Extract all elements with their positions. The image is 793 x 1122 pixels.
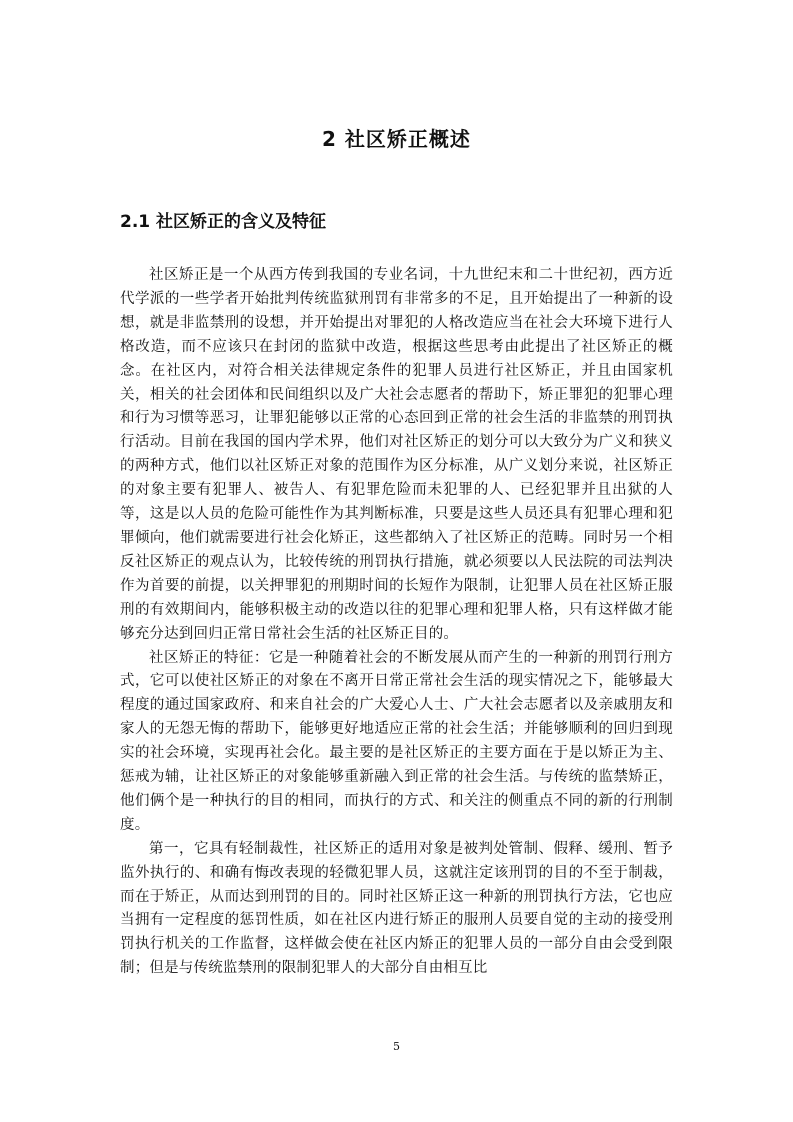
body-text: [120, 264, 673, 981]
section-title: 2.1 社区矫正的含义及特征: [120, 212, 327, 232]
chapter-title: 2 社区矫正概述: [322, 127, 471, 151]
paragraph: 社区矫正是一个从西方传到我国的专业名词，十九世纪末和二十世纪初，西方近代学派的一些学者开始批判传统监狱刑罚有非常多的不足，且开始提出了一种新的设想，就是非监禁刑的设想，并开始提出对罪犯的人格改造应当在社会大环境下进行人格改造，而不应该只在封闭的监狱中改造，根据这些思考由此提出了社区矫正的概念。在社区内，对符合相关法律规定条件的犯罪人员进行社区矫正，并且由国家机关，相关的社会团体和民间组织以及广大社会志愿者的帮助下，矫正罪犯的犯罪心理和行为习惯等恶习，让罪犯能够以正常的心态回到正常的社会生活的非监禁的刑罚执行活动。目前在我国的国内学术界，他们对社区矫正的划分可以大致分为广义和狭义的两种方式，他们以社区矫正对象的范围作为区分标准，从广义划分来说，社区矫正的对象主要有犯罪人、被告人、有犯罪危险而未犯罪的人、已经犯罪并且出狱的人等，这是以人员的危险可能性作为其判断标准，只要是这些人员还具有犯罪心理和犯罪倾向，他们就需要进行社会化矫正，这些都纳入了社区矫正的范畴。同时另一个相反社区矫正的观点认为，比较传统的刑罚执行措施，就必须要以人民法院的司法判决作为首要的前提，以关押罪犯的刑期时间的长短作为限制，让犯罪人员在社区矫正服刑的有效期间内，能够积极主动的改造以往的犯罪心理和犯罪人格，只有这样做才能够充分达到回归正常日常社会生活的社区矫正目的。: [120, 267, 673, 642]
paragraph: 社区矫正的特征：它是一种随着社会的不断发展从而产生的一种新的刑罚行刑方式，它可以使社区矫正的对象在不离开日常正常社会生活的现实情况之下，能够最大程度的通过国家政府、和来自社会的广大爱心人士、广大社会志愿者以及亲戚朋友和家人的无怨无悔的帮助下，能够更好地适应正常的社会生活；并能够顺利的回归到现实的社会环境，实现再社会化。最主要的是社区矫正的主要方面在于是以矫正为主、惩戒为辅，让社区矫正的对象能够重新融入到正常的社会生活。与传统的监禁矫正，他们俩个是一种执行的目的相同，而执行的方式、和关注的侧重点不同的新的行刑制度。: [120, 649, 673, 833]
paragraph: 第一，它具有轻制裁性，社区矫正的适用对象是被判处管制、假释、缓刑、暂予监外执行的、和确有悔改表现的轻微犯罪人员，这就注定该刑罚的目的不至于制裁，而在于矫正，从而达到刑罚的目的。同时社区矫正这一种新的刑罚执行方法，它也应当拥有一定程度的惩罚性质，如在社区内进行矫正的服刑人员要自觉的主动的接受刑罚执行机关的工作监督，这样做会使在社区内矫正的犯罪人员的一部分自由会受到限制；但是与传统监禁刑的限制犯罪人的大部分自由相互比: [120, 840, 673, 977]
page-number: 5: [393, 1040, 400, 1053]
